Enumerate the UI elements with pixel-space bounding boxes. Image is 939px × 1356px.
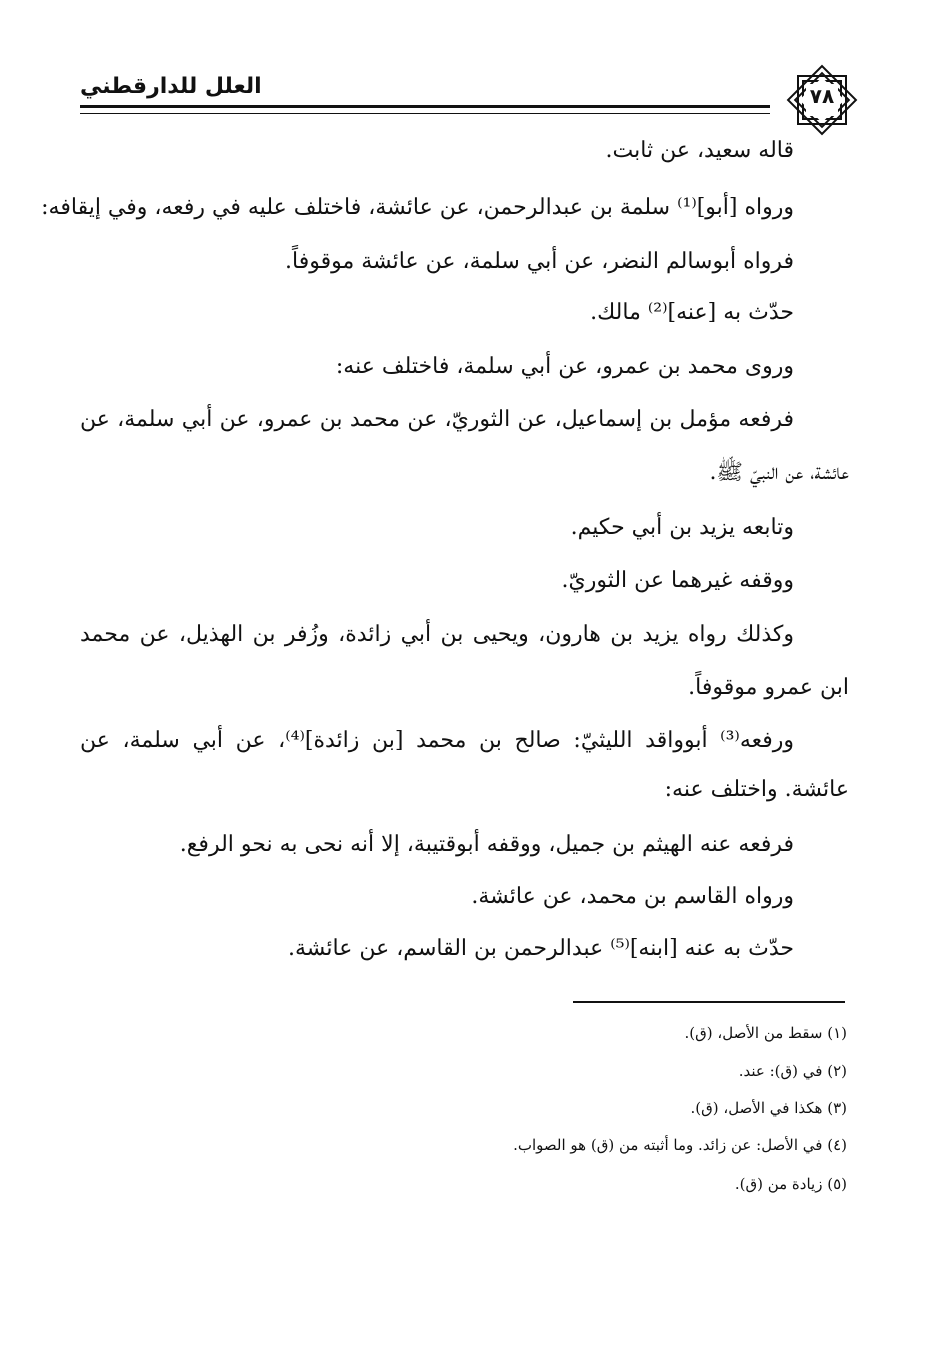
- text-line: حدّث به عنه [ابنه]⁽⁵⁾ عبدالرحمن بن القاسم، عن عائشة.: [287, 936, 794, 961]
- running-header: [80, 60, 860, 130]
- text-line: ورواه القاسم بن محمد، عن عائشة.: [471, 884, 794, 909]
- footnote: (١) سقط من الأصل، (ق).: [684, 1024, 847, 1042]
- text-line: ابن عمرو موقوفاً.: [688, 675, 849, 700]
- text-line: ووقفه غيرهما عن الثوريّ.: [561, 568, 794, 593]
- footnote-separator: [573, 1001, 845, 1003]
- footnote: (٢) في (ق): عند.: [738, 1062, 847, 1080]
- text-line: وتابعه يزيد بن أبي حكيم.: [570, 515, 794, 540]
- page-number: ٧٨: [809, 84, 835, 108]
- text-line: عائشة، عن النبيّ ﷺ.: [709, 460, 849, 485]
- text-line: ورواه [أبو]⁽¹⁾ سلمة بن عبدالرحمن، عن عائشة، فاختلف عليه في رفعه، وفي إيقافه:: [41, 195, 794, 220]
- text-line: فرواه أبوسالم النضر، عن أبي سلمة، عن عائشة موقوفاً.: [285, 249, 794, 274]
- text-line: وروى محمد بن عمرو، عن أبي سلمة، فاختلف عنه:: [335, 354, 794, 379]
- text-line: قاله سعيد، عن ثابت.: [605, 138, 794, 163]
- text-line: فرفعه مؤمل بن إسماعيل، عن الثوريّ، عن محمد بن عمرو، عن أبي سلمة، عن: [80, 407, 794, 432]
- footnote: (٥) زيادة من (ق).: [734, 1175, 847, 1193]
- text-line: عائشة. واختلف عنه:: [664, 777, 849, 802]
- text-line: ورفعه⁽³⁾ أبوواقد الليثيّ: صالح بن محمد [بن زائدة]⁽⁴⁾، عن أبي سلمة، عن: [80, 728, 794, 753]
- text-line: حدّث به [عنه]⁽²⁾ مالك.: [590, 300, 794, 325]
- header-rule: [80, 105, 770, 114]
- footnote: (٣) هكذا في الأصل، (ق).: [690, 1099, 847, 1117]
- text-line: وكذلك رواه يزيد بن هارون، ويحيى بن أبي زائدة، وزُفر بن الهذيل، عن محمد: [80, 622, 794, 647]
- page-number-badge: [784, 62, 860, 138]
- book-title: العلل للدارقطني: [80, 74, 262, 99]
- footnote: (٤) في الأصل: عن زائد. وما أثبته من (ق) هو الصواب.: [513, 1136, 847, 1154]
- text-line: فرفعه عنه الهيثم بن جميل، ووقفه أبوقتيبة، إلا أنه نحى به نحو الرفع.: [179, 832, 794, 857]
